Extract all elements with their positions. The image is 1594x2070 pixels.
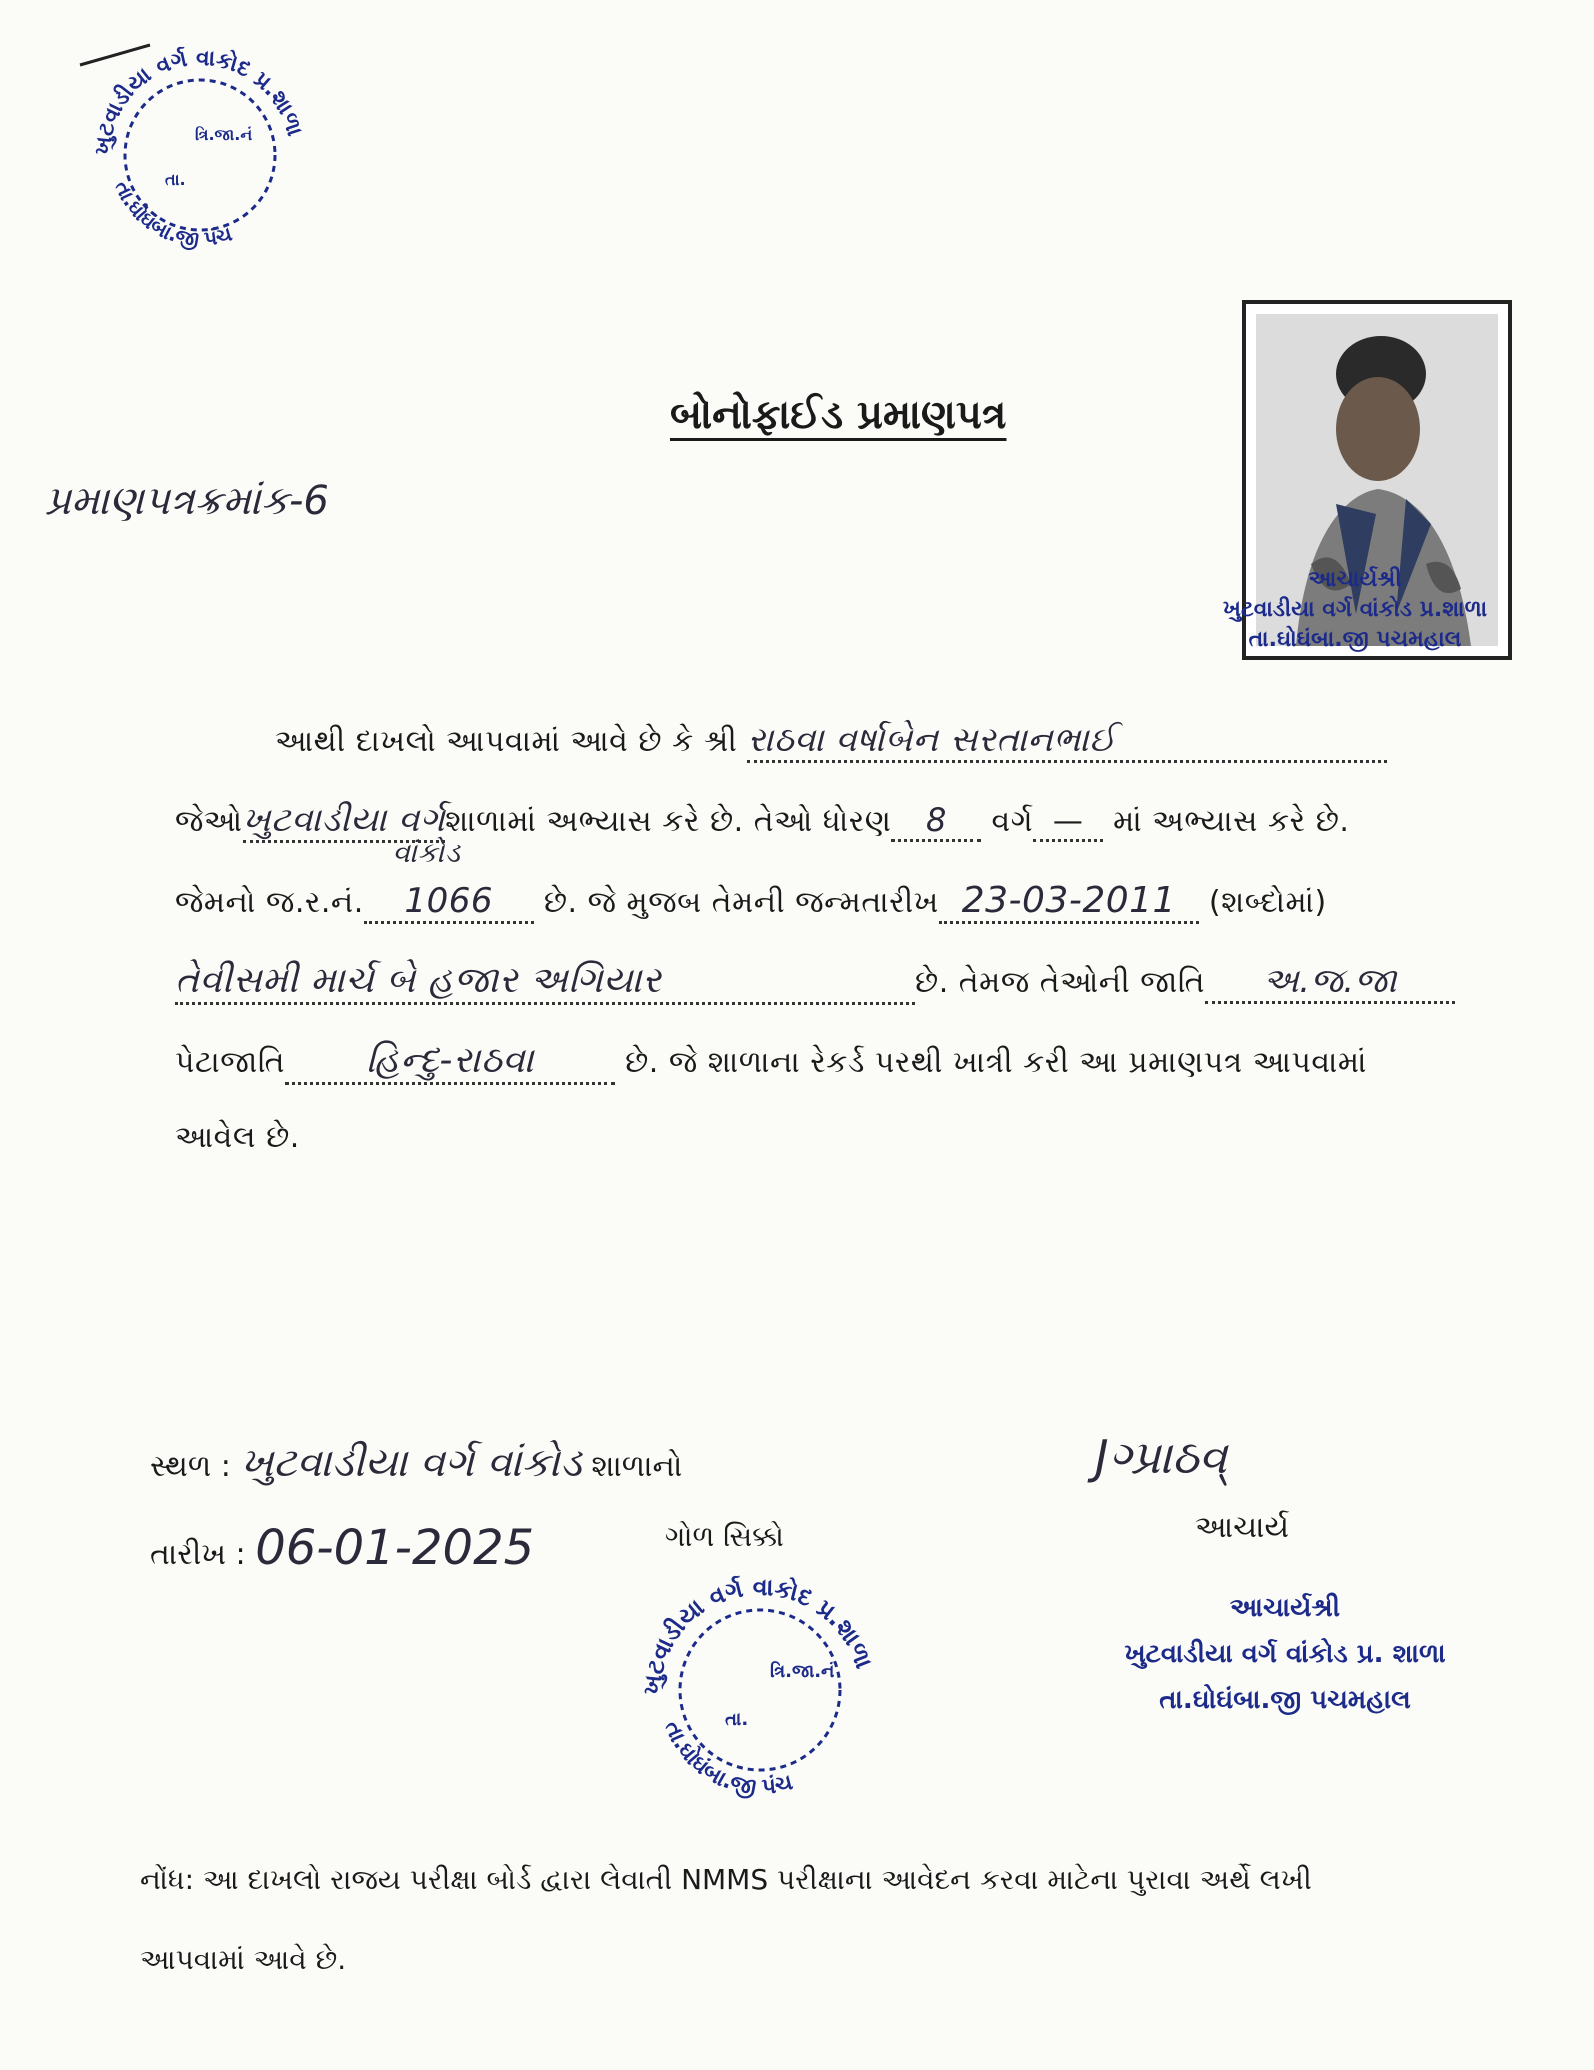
seal-ring-text: ખુટવાડીયા વર્ગ વાકોદ પ્ર.શાળા bbox=[90, 45, 307, 156]
line3-prefix: જેમનો જ.ર.નં. bbox=[175, 885, 364, 920]
sub-caste-value: હિન્દુ-રાઠવા bbox=[285, 1040, 615, 1085]
standard-value: 8 bbox=[891, 801, 981, 842]
gr-number: 1066 bbox=[364, 881, 534, 924]
body-line-5 bbox=[175, 1040, 1367, 1085]
round-seal-label: ગોળ સિક્કો bbox=[665, 1520, 784, 1553]
line3-suffix: (શબ્દોમાં) bbox=[1208, 885, 1327, 920]
sign-stamp-line2: ખુટવાડીયા વર્ગ વાંકોડ પ્ર. શાળા bbox=[1124, 1639, 1446, 1669]
svg-text:ત્રિ.જા.નં: ત્રિ.જા.નં bbox=[195, 125, 253, 144]
photo-stamp bbox=[1190, 565, 1520, 655]
principal-label: આચાર્ય bbox=[1195, 1510, 1290, 1545]
body-line-1 bbox=[275, 720, 1387, 763]
signature-stamp bbox=[1085, 1585, 1485, 1723]
birth-date-words: તેવીસમી માર્ચ બે હજાર અગિયાર bbox=[175, 960, 915, 1005]
page-title: બોનોફાઈડ પ્રમાણપત્ર bbox=[670, 392, 1007, 438]
svg-text:ત્રિ.જા.નં: ત્રિ.જા.નં bbox=[770, 1661, 835, 1682]
seal-bottom-text: તા.ઘોઘંબા.જી પંચ bbox=[110, 177, 235, 252]
place-suffix: શાળાનો bbox=[591, 1449, 683, 1484]
caste-value: અ.જ.જા bbox=[1205, 961, 1455, 1004]
footnote-line2: આપવામાં આવે છે. bbox=[140, 1943, 347, 1976]
body-line-3 bbox=[175, 880, 1327, 924]
top-left-seal bbox=[70, 35, 330, 275]
body-line-4 bbox=[175, 960, 1455, 1005]
date-label: તારીખ : bbox=[150, 1537, 246, 1572]
footer-place bbox=[150, 1440, 682, 1486]
sign-stamp-line1: આચાર્યશ્રી bbox=[1229, 1593, 1341, 1623]
seal-graphic bbox=[70, 35, 330, 275]
certificate-number: પ્રમાણપત્રક્રમાંક-6 bbox=[45, 478, 329, 524]
line5-suffix: છે. જે શાળાના રેકર્ડ પરથી ખાત્રી કરી આ પ્રમાણપત્ર આપવામાં bbox=[625, 1045, 1367, 1080]
body-line-6: આવેલ છે. bbox=[175, 1120, 300, 1155]
class-label: વર્ગ bbox=[991, 804, 1034, 839]
svg-text:તા.: તા. bbox=[165, 170, 186, 189]
footnote-line1: નોંધ: આ દાખલો રાજય પરીક્ષા બોર્ડ દ્વારા લેવાતી NMMS પરીક્ષાના આવેદન કરવા માટેના પુરાવા અર્થે લખી bbox=[140, 1863, 1312, 1896]
class-value: — bbox=[1033, 804, 1103, 842]
place-value: ખુટવાડીયા વર્ગ વાંકોડ bbox=[240, 1440, 582, 1486]
date-value: 06-01-2025 bbox=[255, 1520, 535, 1576]
line2-suffix: માં અભ્યાસ કરે છે. bbox=[1113, 804, 1350, 839]
principal-signature: Jગ્પ્રાઠવ્ bbox=[1095, 1430, 1228, 1484]
birth-date: 23-03-2011 bbox=[939, 880, 1199, 924]
line3-mid: છે. જે મુજબ તેમની જન્મતારીખ bbox=[543, 885, 939, 920]
svg-text:તા.: તા. bbox=[725, 1709, 749, 1730]
line5-prefix: પેટાજાતિ bbox=[175, 1045, 286, 1080]
line1-prefix: આથી દાખલો આપવામાં આવે છે કે શ્રી bbox=[275, 724, 738, 759]
sign-stamp-line3: તા.ઘોઘંબા.જી પચમહાલ bbox=[1159, 1685, 1411, 1715]
photo-stamp-line2: ખુટવાડીયા વર્ગ વાંકોડ પ્ર.શાળા bbox=[1222, 597, 1488, 622]
school-handwritten: ખુટવાડીયા વર્ગ વાંકોડ bbox=[242, 800, 461, 869]
student-name: રાઠવા વર્ષાબેન સરતાનભાઈ bbox=[747, 720, 1387, 763]
line2-prefix: જેઓ bbox=[175, 804, 243, 839]
bottom-seal-graphic bbox=[620, 1555, 900, 1825]
body-line-2 bbox=[175, 800, 1350, 869]
photo-stamp-line3: તા.ઘોઘંબા.જી પચમહાલ bbox=[1248, 627, 1462, 652]
certificate-body bbox=[175, 700, 1535, 1160]
svg-text:ખુટવાડીયા વર્ગ વાકોદ પ્ર.શાળા: ખુટવાડીયા વર્ગ વાકોદ પ્ર.શાળા bbox=[637, 1572, 879, 1696]
svg-text:તા.ઘોઘંબા.જી પંચ: તા.ઘોઘંબા.જી પંચ bbox=[659, 1717, 796, 1801]
footnote bbox=[140, 1840, 1540, 2000]
photo-stamp-line1: આચાર્યશ્રી bbox=[1308, 567, 1402, 592]
place-label: સ્થળ : bbox=[150, 1449, 231, 1484]
line4-mid: છે. તેમજ તેઓની જાતિ bbox=[915, 965, 1206, 1000]
bottom-seal bbox=[620, 1555, 900, 1825]
school-handwritten-sub: વાંકોડ bbox=[392, 836, 461, 869]
footer-date bbox=[150, 1520, 534, 1576]
line2-mid: શાળામાં અભ્યાસ કરે છે. તેઓ ધોરણ bbox=[445, 804, 892, 839]
